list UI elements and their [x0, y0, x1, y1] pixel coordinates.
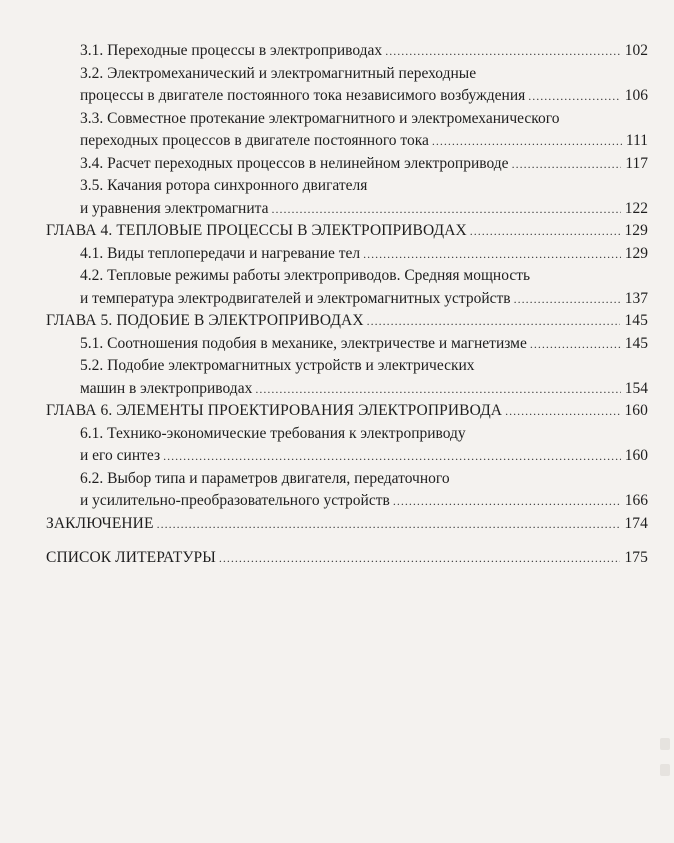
toc-chapter-title: ГЛАВА 4. ТЕПЛОВЫЕ ПРОЦЕССЫ В ЭЛЕКТРОПРИВОДАХ — [46, 222, 467, 239]
toc-entry-title: 3.1. Переходные процессы в электроприводах — [80, 42, 383, 59]
toc-page-number: 129 — [624, 222, 648, 239]
toc-page-number: 111 — [625, 132, 648, 149]
toc-chapter-title: ЗАКЛЮЧЕНИЕ — [46, 514, 154, 532]
toc-page-number: 145 — [624, 312, 648, 329]
dot-leader — [432, 130, 622, 153]
toc-entry-title: 5.2. Подобие электромагнитных устройств и электрических — [80, 357, 475, 374]
toc-entry-3-1 — [80, 40, 648, 63]
toc-entry-4-2 — [80, 265, 648, 310]
scan-smudge — [660, 738, 670, 750]
table-of-contents — [46, 40, 648, 570]
toc-entry-5-1 — [80, 333, 648, 356]
toc-entry-title: 4.1. Виды теплопередачи и нагревание тел — [80, 244, 361, 262]
dot-leader — [363, 243, 621, 266]
toc-page-number: 122 — [624, 199, 648, 217]
dot-leader — [385, 40, 621, 63]
toc-bibliography — [46, 547, 648, 570]
toc-entry-title-cont: и усилительно-преобразовательного устройств — [80, 492, 390, 509]
dot-leader — [367, 310, 621, 333]
toc-entry-3-2 — [80, 63, 648, 108]
toc-entry-title-cont: и уравнения электромагнита — [80, 199, 269, 217]
dot-leader — [219, 547, 621, 570]
dot-leader — [393, 490, 621, 513]
toc-entry-6-1 — [80, 423, 648, 468]
dot-leader — [470, 220, 621, 243]
toc-entry-title-cont: процессы в двигателе постоянного тока независимого возбуждения — [80, 87, 526, 104]
toc-page-number: 129 — [624, 244, 648, 262]
dot-leader — [272, 198, 621, 221]
toc-entry-title-cont: и температура электродвигателей и электромагнитных устройств — [80, 289, 511, 307]
scan-smudge — [660, 764, 670, 776]
toc-page-number: 106 — [624, 87, 648, 104]
toc-entry-title: 3.5. Качания ротора синхронного двигателя — [80, 177, 368, 194]
dot-leader — [528, 85, 620, 108]
toc-chapter-title: ГЛАВА 5. ПОДОБИЕ В ЭЛЕКТРОПРИВОДАХ — [46, 312, 364, 329]
dot-leader — [505, 400, 620, 423]
toc-entry-3-4 — [80, 153, 648, 176]
dot-leader — [163, 445, 621, 468]
toc-entry-title-cont: машин в электроприводах — [80, 379, 253, 397]
dot-leader — [157, 513, 621, 536]
dot-leader — [514, 288, 621, 311]
toc-page-number: 117 — [625, 154, 648, 172]
toc-entry-title: 3.3. Совместное протекание электромагнитного и электромеханического — [80, 109, 560, 127]
toc-entry-title: 6.2. Выбор типа и параметров двигателя, передаточного — [80, 469, 450, 487]
toc-page-number: 166 — [624, 492, 648, 509]
toc-entry-title: 3.4. Расчет переходных процессов в нелинейном электроприводе — [80, 154, 509, 172]
dot-leader — [255, 378, 620, 401]
toc-page-number: 154 — [624, 379, 648, 397]
toc-chapter-5 — [46, 310, 648, 333]
dot-leader — [512, 153, 622, 176]
toc-page-number: 145 — [624, 334, 648, 352]
toc-entry-3-3 — [80, 108, 648, 153]
dot-leader — [530, 333, 621, 356]
toc-page-number: 174 — [624, 514, 648, 532]
toc-entry-title-cont: и его синтез — [80, 447, 161, 464]
toc-entry-title: 5.1. Соотношения подобия в механике, электричестве и магнетизме — [80, 334, 527, 352]
toc-chapter-title: СПИСОК ЛИТЕРАТУРЫ — [46, 549, 216, 566]
toc-entry-title: 4.2. Тепловые режимы работы электроприводов. Средняя мощность — [80, 267, 531, 284]
toc-page-number: 160 — [624, 402, 648, 419]
toc-page-number: 137 — [624, 289, 648, 307]
toc-chapter-4 — [46, 220, 648, 243]
toc-entry-6-2 — [80, 468, 648, 513]
toc-page-number: 160 — [624, 447, 648, 464]
toc-chapter-6 — [46, 400, 648, 423]
toc-entry-4-1 — [80, 243, 648, 266]
toc-entry-3-5 — [80, 175, 648, 220]
toc-entry-title: 3.2. Электромеханический и электромагнитный переходные — [80, 64, 477, 82]
toc-conclusion — [46, 513, 648, 536]
spacer — [46, 535, 648, 547]
toc-entry-title-cont: переходных процессов в двигателе постоянного тока — [80, 132, 429, 149]
toc-entry-title: 6.1. Технико-экономические требования к электроприводу — [80, 424, 466, 442]
toc-chapter-title: ГЛАВА 6. ЭЛЕМЕНТЫ ПРОЕКТИРОВАНИЯ ЭЛЕКТРОПРИВОДА — [46, 402, 503, 419]
toc-page-number: 102 — [624, 42, 648, 59]
toc-entry-5-2 — [80, 355, 648, 400]
toc-page-number: 175 — [624, 549, 648, 566]
